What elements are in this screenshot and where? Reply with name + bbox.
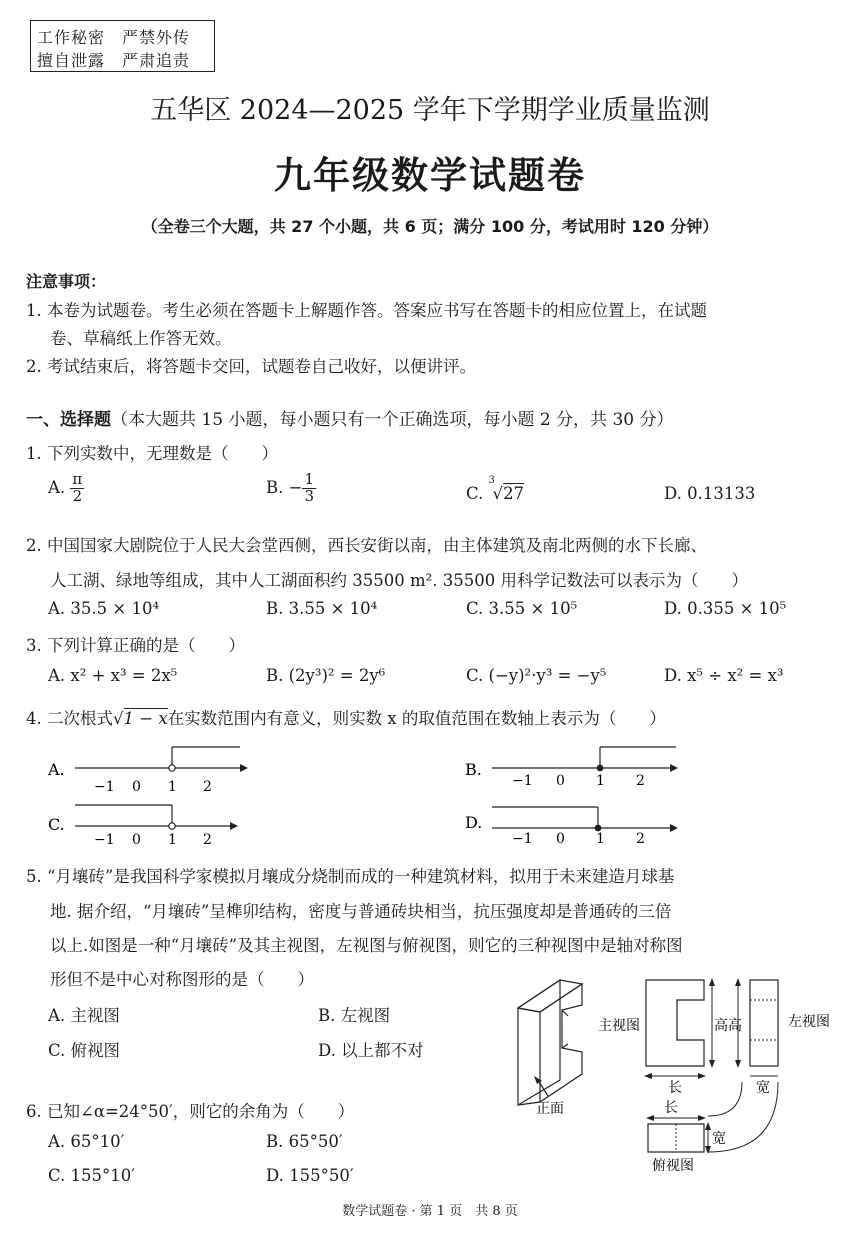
q1-a-label: A. [48, 477, 66, 497]
q5-line-1: 5. “月壤砖”是我国科学家模拟月壤成分烧制而成的一种建筑材料，拟用于未来建造月球基 [26, 867, 675, 886]
q5-line-4: 形但不是中心对称图形的是（ ） [50, 970, 314, 989]
q5-line-3: 以上.如图是一种“月壤砖”及其主视图，左视图与俯视图，则它的三种视图中是轴对称图 [50, 936, 683, 955]
length-label-2: 长 [664, 1100, 678, 1116]
q4-number-lines [40, 735, 840, 845]
height-label-1: 高 [714, 1018, 728, 1034]
q6-option-a: A. 65°10′ [48, 1132, 125, 1151]
q4-option-d-numberline [465, 807, 678, 845]
q3-option-d: D. x⁵ ÷ x² = x³ [664, 666, 784, 685]
brick-3d-icon [518, 980, 582, 1105]
q6-option-d: D. 155°50′ [266, 1166, 354, 1185]
svg-text:−1: −1 [512, 773, 533, 789]
main-view-label: 主视图 [598, 1018, 640, 1034]
svg-text:2: 2 [636, 831, 645, 845]
svg-text:2: 2 [203, 832, 212, 845]
left-view-label: 左视图 [788, 1014, 830, 1030]
sqrt-icon: √ [113, 709, 124, 728]
q2-option-d: D. 0.355 × 10⁵ [664, 599, 787, 618]
q1-c-root-index: 3 [488, 475, 495, 486]
q4-c-label: C. [48, 815, 65, 834]
svg-text:1: 1 [168, 832, 177, 845]
notice-heading: 注意事项： [26, 272, 107, 291]
q1-c-label: C. [466, 484, 484, 503]
height-label-2: 高 [728, 1018, 742, 1034]
svg-text:0: 0 [556, 773, 565, 789]
front-label: 正面 [536, 1101, 564, 1117]
q4-option-b-numberline [465, 747, 678, 789]
svg-text:1: 1 [596, 831, 605, 845]
q3-option-c: C. (−y)²·y³ = −y⁵ [466, 666, 607, 685]
width-label-1: 宽 [756, 1080, 770, 1096]
section-desc: （本大题共 15 小题，每小题只有一个正确选项，每小题 2 分，共 30 分） [111, 410, 674, 430]
q6-option-b: B. 65°50′ [266, 1132, 343, 1151]
left-view-shape [750, 980, 778, 1066]
q2-option-a: A. 35.5 × 10⁴ [48, 599, 160, 618]
q1-option-a [48, 472, 84, 505]
q1-b-fraction: $\frac{1}{3}$ [304, 470, 314, 505]
q4-stem-post: 在实数范围内有意义，则实数 x 的取值范围在数轴上表示为（ ） [167, 709, 666, 728]
top-view-label: 俯视图 [652, 1158, 694, 1174]
q1-option-b [266, 472, 316, 505]
svg-text:−1: −1 [94, 832, 115, 845]
section-title: 一、选择题 [26, 410, 111, 430]
q4-stem-pre: 4. 二次根式 [26, 709, 113, 728]
svg-text:2: 2 [203, 779, 212, 795]
q2-line-2: 人工湖、绿地等组成，其中人工湖面积约 35500 m². 35500 用科学记数法可以表示为（ ） [50, 571, 748, 590]
paper-title: 九年级数学试题卷 [274, 154, 586, 197]
open-dot-icon [169, 823, 175, 829]
svg-text:1: 1 [596, 773, 605, 789]
svg-text:0: 0 [132, 779, 141, 795]
q4-stem [26, 705, 666, 729]
svg-text:1: 1 [168, 779, 177, 795]
confidential-line-2: 擅自泄露 严肃追责 [37, 51, 191, 70]
q4-a-label: A. [48, 760, 65, 779]
open-dot-icon [169, 765, 175, 771]
main-view-shape [646, 980, 704, 1066]
confidential-stamp [30, 20, 215, 72]
q4-option-a-numberline [47, 747, 248, 795]
q2-line-1: 2. 中国国家大剧院位于人民大会堂西侧，西长安街以南，由主体建筑及南北两侧的水下长廊、 [26, 536, 707, 555]
q4-d-label: D. [465, 813, 483, 832]
q6-option-c: C. 155°10′ [48, 1166, 136, 1185]
q5-option-a: A. 主视图 [48, 1006, 120, 1025]
page-footer: 数学试题卷 · 第 1 页 共 8 页 [342, 1204, 518, 1219]
q2-option-c: C. 3.55 × 10⁵ [466, 599, 578, 618]
svg-text:0: 0 [556, 831, 565, 845]
notice-item-2: 2. 考试结束后，将答题卡交回，试题卷自己收好，以便讲评。 [26, 357, 476, 376]
radical-icon: √ [492, 484, 504, 503]
q1-stem: 1. 下列实数中，无理数是（ ） [26, 444, 278, 463]
q4-option-c-numberline [48, 805, 238, 845]
q6-stem: 6. 已知∠α=24°50′，则它的余角为（ ） [26, 1102, 355, 1121]
width-label-2: 宽 [712, 1131, 726, 1147]
length-label-1: 长 [668, 1080, 682, 1096]
q1-option-c [466, 475, 525, 503]
q3-option-a: A. x² + x³ = 2x⁵ [48, 666, 178, 685]
q2-option-b: B. 3.55 × 10⁴ [266, 599, 378, 618]
svg-text:−1: −1 [94, 779, 115, 795]
confidential-line-1: 工作秘密 严禁外传 [37, 28, 191, 47]
q1-b-label: B. − [266, 477, 303, 497]
svg-text:−1: −1 [512, 831, 533, 845]
q5-figure-moon-brick [490, 970, 840, 1180]
svg-text:2: 2 [636, 773, 645, 789]
section-heading [26, 405, 674, 430]
q1-a-fraction: $\frac{\pi}{2}$ [72, 470, 83, 505]
paper-subtitle: （全卷三个大题，共 27 个小题，共 6 页；满分 100 分，考试用时 120 分钟） [141, 217, 719, 236]
q1-option-d: D. 0.13133 [664, 484, 756, 503]
q5-option-d: D. 以上都不对 [318, 1041, 424, 1060]
q1-c-radicand: 27 [503, 484, 525, 503]
exam-title: 五华区 2024—2025 学年下学期学业质量监测 [150, 95, 710, 126]
q5-option-b: B. 左视图 [318, 1006, 391, 1025]
notice-item-1-cont: 卷、草稿纸上作答无效。 [50, 329, 232, 348]
q4-b-label: B. [465, 760, 482, 779]
q5-line-2: 地. 据介绍，“月壤砖”呈榫卯结构，密度与普通砖块相当，抗压强度却是普通砖的三倍 [50, 902, 672, 921]
q4-radicand: 1 − x [123, 709, 168, 728]
q3-stem: 3. 下列计算正确的是（ ） [26, 636, 245, 655]
q5-option-c: C. 俯视图 [48, 1041, 121, 1060]
q3-option-b: B. (2y³)² = 2y⁶ [266, 666, 386, 685]
notice-item-1: 1. 本卷为试题卷。考生必须在答题卡上解题作答。答案应书写在答题卡的相应位置上，在试题 [26, 301, 707, 320]
closed-dot-icon [597, 765, 604, 772]
svg-text:0: 0 [132, 832, 141, 845]
